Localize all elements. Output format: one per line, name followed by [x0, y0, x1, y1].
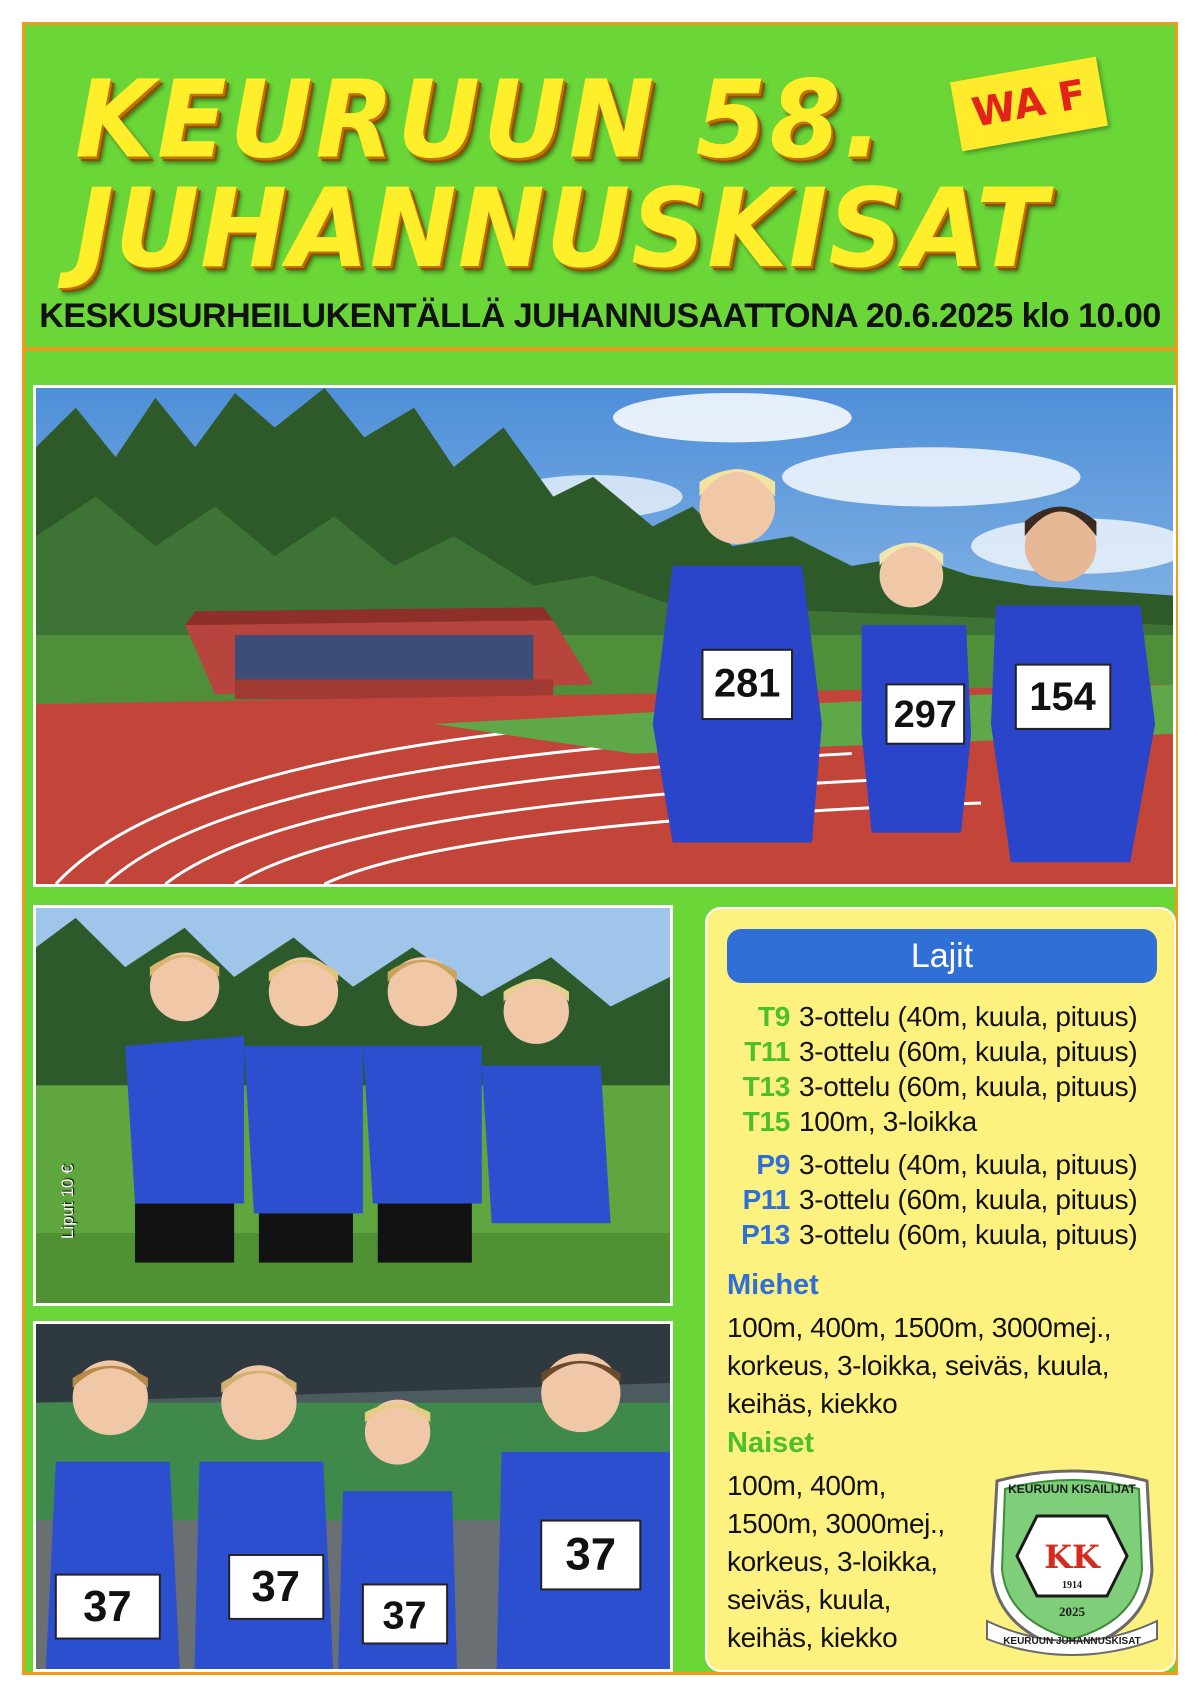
crest-founded: 1914: [1062, 1580, 1082, 1591]
bib-281: 281: [714, 661, 781, 706]
bib-37-fourth: 37: [565, 1528, 617, 1580]
event-date-location: KESKUSURHEILUKENTÄLLÄ JUHANNUSAATTONA 20.6.2025 klo 10.00: [39, 297, 1161, 335]
bib-297: 297: [893, 693, 957, 735]
crest-monogram: KK: [1044, 1538, 1100, 1576]
women-events-line: 100m, 400m,: [727, 1470, 887, 1501]
event-description: 3-ottelu (40m, kuula, pituus): [799, 1149, 1138, 1180]
event-row-t11: [707, 1036, 1178, 1072]
club-crest-logo: [977, 1461, 1167, 1661]
events-panel: [705, 907, 1176, 1672]
wa-f-badge: WA F: [950, 57, 1108, 152]
bib-37-first: 37: [83, 1582, 132, 1631]
men-events: [727, 1309, 1111, 1423]
women-events-line: korkeus, 3-loikka,: [727, 1546, 938, 1577]
women-events-line: seiväs, kuula,: [727, 1584, 892, 1615]
events-heading: Lajit: [727, 929, 1157, 983]
event-description: 3-ottelu (60m, kuula, pituus): [799, 1036, 1138, 1067]
stadium-photo: [33, 385, 1176, 887]
poster-title-line-1: KEURUUN 58.: [75, 58, 886, 183]
women-events-line: keihäs, kiekko: [727, 1622, 898, 1653]
event-description: 3-ottelu (60m, kuula, pituus): [799, 1071, 1138, 1102]
event-row-p13: [707, 1219, 1178, 1255]
girls-team-photo: [33, 905, 673, 1306]
poster-header: [25, 25, 1175, 351]
bib-37-second: 37: [251, 1563, 300, 1612]
bib-154: 154: [1029, 675, 1096, 720]
girls-team-photo-image: [36, 908, 670, 1303]
crest-year: 2025: [1059, 1604, 1085, 1619]
event-code: T13: [742, 1071, 790, 1102]
women-events-line: 1500m, 3000mej.,: [727, 1508, 945, 1539]
poster: [22, 22, 1178, 1675]
women-heading: Naiset: [727, 1427, 815, 1459]
poster-title-line-2: JUHANNUSKISAT: [75, 163, 1048, 293]
event-row-t13: [707, 1071, 1178, 1107]
event-code: P9: [756, 1149, 790, 1180]
stadium-photo-image: [36, 388, 1173, 884]
boys-team-photo-image: [36, 1324, 670, 1669]
crest-bottom-text: KEURUUN JUHANNUSKISAT: [1003, 1636, 1141, 1647]
ticket-price-note: Liput 10 €: [58, 1164, 77, 1239]
event-code: T15: [742, 1106, 790, 1137]
event-code: P11: [742, 1184, 790, 1215]
event-code: T9: [757, 1001, 790, 1032]
event-description: 100m, 3-loikka: [799, 1106, 977, 1137]
women-events: [727, 1467, 945, 1657]
event-code: T11: [744, 1036, 790, 1067]
event-description: 3-ottelu (60m, kuula, pituus): [799, 1219, 1138, 1250]
event-row-p11: [707, 1184, 1178, 1220]
men-events-line: 100m, 400m, 1500m, 3000mej.,: [727, 1312, 1112, 1343]
men-heading: Miehet: [727, 1269, 819, 1301]
event-description: 3-ottelu (40m, kuula, pituus): [799, 1001, 1138, 1032]
bib-37-third: 37: [382, 1593, 427, 1638]
event-code: P13: [741, 1219, 790, 1250]
men-events-line: korkeus, 3-loikka, seiväs, kuula,: [727, 1350, 1110, 1381]
event-description: 3-ottelu (60m, kuula, pituus): [799, 1184, 1138, 1215]
boys-team-photo: [33, 1321, 673, 1672]
event-row-p9: [707, 1149, 1178, 1185]
crest-top-text: KEURUUN KISAILIJAT: [1008, 1482, 1136, 1496]
men-events-line: keihäs, kiekko: [727, 1388, 898, 1419]
event-row-t9: [707, 1001, 1178, 1037]
event-row-t15: [707, 1106, 1178, 1142]
